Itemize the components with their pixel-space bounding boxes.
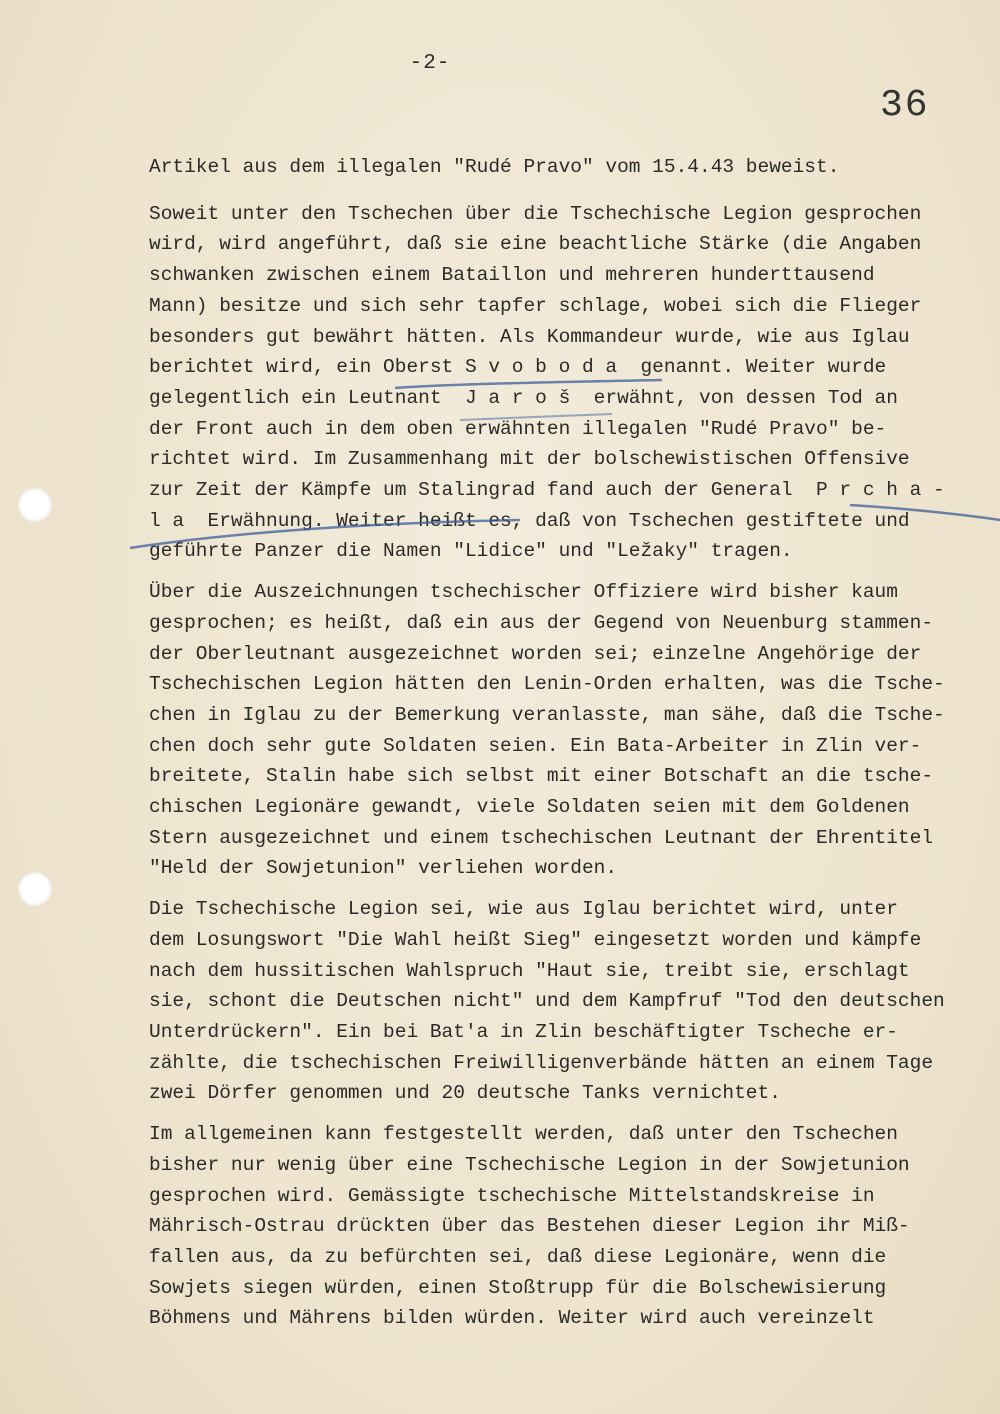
text-line: dem Losungswort "Die Wahl heißt Sieg" eingesetzt worden und kämpfe <box>149 928 922 951</box>
text-line: Mährisch-Ostrau drückten über das Bestehen dieser Legion ihr Miß- <box>149 1215 910 1238</box>
text-line: Über die Auszeichnungen tschechischer Offiziere wird bisher kaum <box>149 581 898 604</box>
text-line: bisher nur wenig über eine Tschechische Legion in der Sowjetunion <box>149 1153 910 1176</box>
text-line: l a Erwähnung. Weiter heißt es, daß von Tschechen gestiftete und <box>149 509 910 532</box>
folio-number: 36 <box>880 84 930 127</box>
text-line: fallen aus, da zu befürchten sei, daß diese Legionäre, wenn die <box>149 1245 887 1268</box>
text-line: breitete, Stalin habe sich selbst mit einer Botschaft an die tsche- <box>149 765 934 788</box>
text-line: Stern ausgezeichnet und einem tschechischen Leutnant der Ehrentitel <box>149 826 934 849</box>
text-line: Soweit unter den Tschechen über die Tschechische Legion gesprochen <box>149 202 922 225</box>
text-line: gelegentlich ein Leutnant J a r o š erwähnt, von dessen Tod an <box>149 386 898 409</box>
text-line: Sowjets siegen würden, einen Stoßtrupp für die Bolschewisierung <box>149 1276 887 1299</box>
text-line: besonders gut bewährt hätten. Als Kommandeur wurde, wie aus Iglau <box>149 325 910 348</box>
text-line: Mann) besitze und sich sehr tapfer schlage, wobei sich die Flieger <box>149 294 922 317</box>
body-text <box>149 152 994 1334</box>
text-line: chen in Iglau zu der Bemerkung veranlasste, man sähe, daß die Tsche- <box>149 703 945 726</box>
text-line: Böhmens und Mährens bilden würden. Weiter wird auch vereinzelt <box>149 1307 875 1330</box>
text-line: schwanken zwischen einem Bataillon und mehreren hunderttausend <box>149 264 875 287</box>
text-line: Unterdrückern". Ein bei Bat'a in Zlin beschäftigter Tscheche er- <box>149 1020 898 1043</box>
paragraph-1 <box>149 199 994 567</box>
text-line: sie, schont die Deutschen nicht" und dem Kampfruf "Tod den deutschen <box>149 990 945 1013</box>
text-line: zur Zeit der Kämpfe um Stalingrad fand auch der General P r c h a - <box>149 479 945 502</box>
text-line: gesprochen wird. Gemässigte tschechische Mittelstandskreise in <box>149 1184 875 1207</box>
text-line: gesprochen; es heißt, daß ein aus der Gegend von Neuenburg stammen- <box>149 611 934 634</box>
text-line: wird, wird angeführt, daß sie eine beachtliche Stärke (die Angaben <box>149 233 922 256</box>
punch-hole <box>18 488 52 522</box>
text-line: richtet wird. Im Zusammenhang mit der bolschewistischen Offensive <box>149 448 910 471</box>
text-line: der Oberleutnant ausgezeichnet worden sei; einzelne Angehörige der <box>149 642 922 665</box>
text-line: geführte Panzer die Namen "Lidice" und "Ležaky" tragen. <box>149 540 793 563</box>
text-line: "Held der Sowjetunion" verliehen worden. <box>149 857 618 880</box>
text-line: Tschechischen Legion hätten den Lenin-Orden erhalten, was die Tsche- <box>149 673 945 696</box>
text-line: chen doch sehr gute Soldaten seien. Ein Bata-Arbeiter in Zlin ver- <box>149 734 922 757</box>
paragraph-4 <box>149 1119 994 1334</box>
page-number: -2- <box>409 52 451 75</box>
text-line: chischen Legionäre gewandt, viele Soldaten seien mit dem Goldenen <box>149 796 910 819</box>
paragraph-3 <box>149 894 994 1109</box>
text-line: Die Tschechische Legion sei, wie aus Iglau berichtet wird, unter <box>149 898 898 921</box>
text-line: nach dem hussitischen Wahlspruch "Haut sie, treibt sie, erschlagt <box>149 959 910 982</box>
paragraph-2 <box>149 577 994 884</box>
text-line: berichtet wird, ein Oberst S v o b o d a genannt. Weiter wurde <box>149 356 887 379</box>
text-line: zwei Dörfer genommen und 20 deutsche Tanks vernichtet. <box>149 1082 781 1105</box>
text-line: zählte, die tschechischen Freiwilligenverbände hätten an einem Tage <box>149 1051 934 1074</box>
first-line: Artikel aus dem illegalen "Rudé Pravo" vom 15.4.43 beweist. <box>149 156 840 178</box>
text-line: Im allgemeinen kann festgestellt werden, daß unter den Tschechen <box>149 1123 898 1146</box>
text-line: der Front auch in dem oben erwähnten illegalen "Rudé Pravo" be- <box>149 417 887 440</box>
punch-hole <box>18 872 52 906</box>
